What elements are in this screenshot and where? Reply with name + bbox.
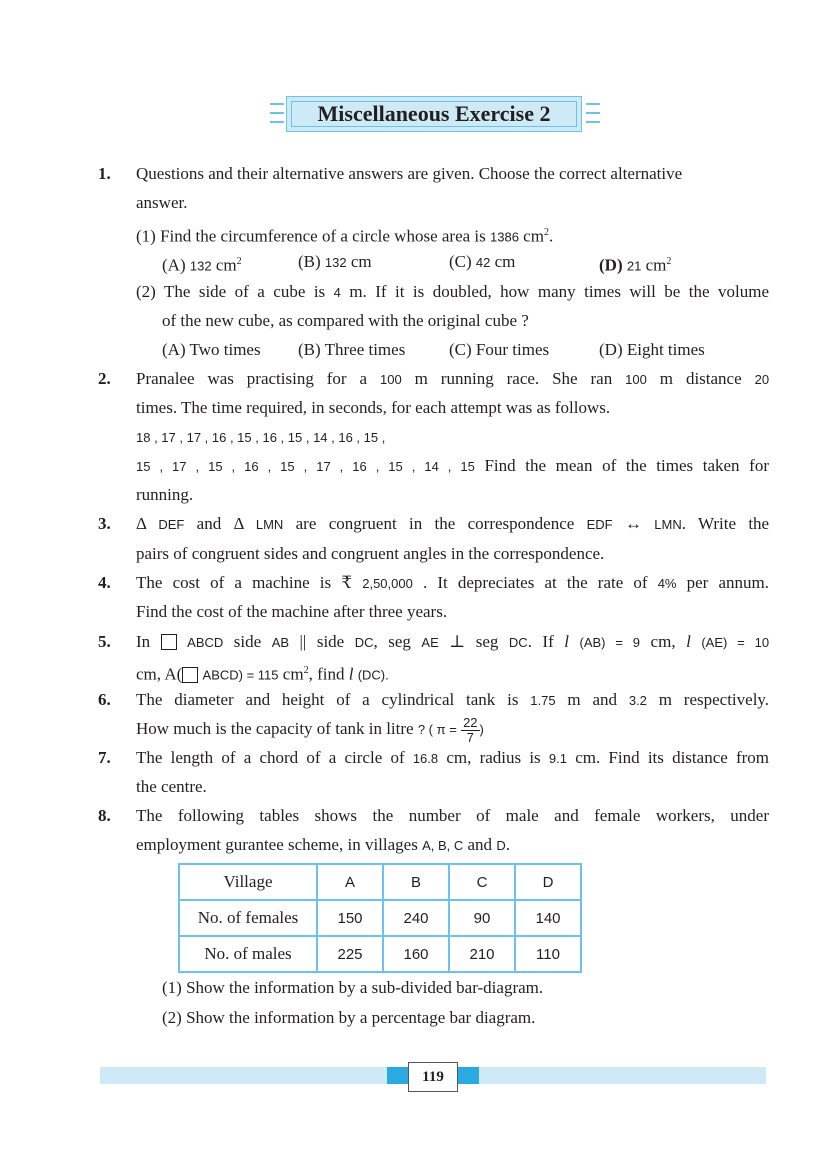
question-text: The diameter and height of a cylindrical tank is 1.75 m and 3.2 m respectively. <box>136 690 770 709</box>
question-text: In ABCD side AB || side DC, seg AE ⊥ seg DC. If l (AB) = 9 cm, l (AE) = 10 <box>136 632 770 651</box>
table-row <box>179 936 581 972</box>
table-cell: 225 <box>317 936 383 972</box>
option-c: (C) Four times <box>449 340 550 359</box>
table-row <box>179 864 581 900</box>
table-cell: 210 <box>449 936 515 972</box>
question-text: Find the cost of the machine after three years. <box>136 602 448 621</box>
option-d: (D) Eight times <box>599 340 705 359</box>
question-text: Questions and their alternative answers are given. Choose the correct alternative <box>136 164 683 183</box>
table-cell: C <box>449 864 515 900</box>
question-number: 6. <box>98 690 111 709</box>
right-ornament-icon <box>586 99 600 127</box>
page-number: 119 <box>408 1062 458 1092</box>
table-cell: D <box>515 864 581 900</box>
option-a: (A) Two times <box>162 340 261 359</box>
table-cell: No. of males <box>179 936 317 972</box>
page-title: Miscellaneous Exercise 2 <box>317 101 551 126</box>
rupee-icon: ₹ <box>341 573 353 592</box>
text: (1) Find the circumference of a circle whose area is <box>136 226 486 246</box>
table-cell: A <box>317 864 383 900</box>
option-d: (D) 21 $cm^2$ <box>599 255 672 275</box>
table-row <box>179 900 581 936</box>
question-text: The cost of a machine is ₹ 2,50,000 . It depreciates at the rate of 4% per annum. <box>136 573 770 592</box>
option-a: (A) 132 $cm^2$ <box>162 255 242 275</box>
sub-question-1: (1) Show the information by a sub-divided bar-diagram. <box>162 978 544 997</box>
question-text: running. <box>136 485 194 504</box>
question-number: 1. <box>98 164 111 183</box>
question-number: 5. <box>98 632 111 651</box>
exercise-title-banner <box>270 93 600 137</box>
question-text: Δ DEF and Δ LMN are congruent in the correspondence EDF ↔ LMN. Write the <box>136 514 770 533</box>
question-number: 7. <box>98 748 111 767</box>
question-text: answer. <box>136 193 188 212</box>
question-text: pairs of congruent sides and congruent angles in the correspondence. <box>136 544 605 563</box>
quadrilateral-square-icon <box>161 634 177 650</box>
question-text: times. The time required, in seconds, for each attempt was as follows. <box>136 398 611 417</box>
sub-question-2-line: of the new cube, as compared with the original cube ? <box>162 311 529 330</box>
workers-table <box>178 863 582 973</box>
table-cell: B <box>383 864 449 900</box>
option-b: (B) 132 cm <box>298 252 372 271</box>
question-text: employment gurantee scheme, in villages A, B, C and D. <box>136 835 510 854</box>
question-text: How much is the capacity of tank in litre ? ( π = $\frac{22}{7}$ ) <box>136 714 484 745</box>
table-cell: 90 <box>449 900 515 936</box>
value: 1386 <box>490 229 519 245</box>
double-arrow-icon: ↔ <box>624 514 642 533</box>
sub-question-2: (2) Show the information by a percentage bar diagram. <box>162 1008 536 1027</box>
table-cell: No. of females <box>179 900 317 936</box>
title-box <box>286 96 582 132</box>
table-cell: 240 <box>383 900 449 936</box>
sub-question-2: (2) The side of a cube is 4 m. If it is doubled, how many times will be the volume <box>136 282 769 301</box>
quadrilateral-square-icon <box>182 667 198 683</box>
table-cell: 110 <box>515 936 581 972</box>
table-cell: 160 <box>383 936 449 972</box>
data-list: 18 , 17 , 17 , 16 , 15 , 16 , 15 , 14 , 16 , 15 , <box>136 430 386 445</box>
question-number: 4. <box>98 573 111 592</box>
question-text: Pranalee was practising for a 100 m running race. She ran 100 m distance 20 <box>136 369 770 388</box>
question-text: the centre. <box>136 777 207 796</box>
unit: cm <box>523 226 544 246</box>
option-b: (B) Three times <box>298 340 406 359</box>
question-number: 8. <box>98 806 111 825</box>
table-cell: 140 <box>515 900 581 936</box>
table-cell: 150 <box>317 900 383 936</box>
fraction: $\frac{22}{7}$ <box>463 714 478 745</box>
data-list: 15 , 17 , 15 , 16 , 15 , 17 , 16 , 15 , 14 , 15 Find the mean of the times taken for <box>136 456 769 475</box>
question-text: The length of a chord of a circle of 16.8 cm, radius is 9.1 cm. Find its distance from <box>136 748 770 767</box>
table-cell: Village <box>179 864 317 900</box>
sub-question-1: (1) Find the circumference of a circle whose area is 1386 $cm^2$. <box>136 226 554 246</box>
left-ornament-icon <box>270 99 284 127</box>
question-number: 2. <box>98 369 111 388</box>
question-text: The following tables shows the number of male and female workers, under <box>136 806 769 825</box>
question-number: 3. <box>98 514 111 533</box>
question-text: cm, A( ABCD) = 115 $cm^2$, find l (DC). <box>136 664 389 684</box>
option-c: (C) 42 cm <box>449 252 516 271</box>
